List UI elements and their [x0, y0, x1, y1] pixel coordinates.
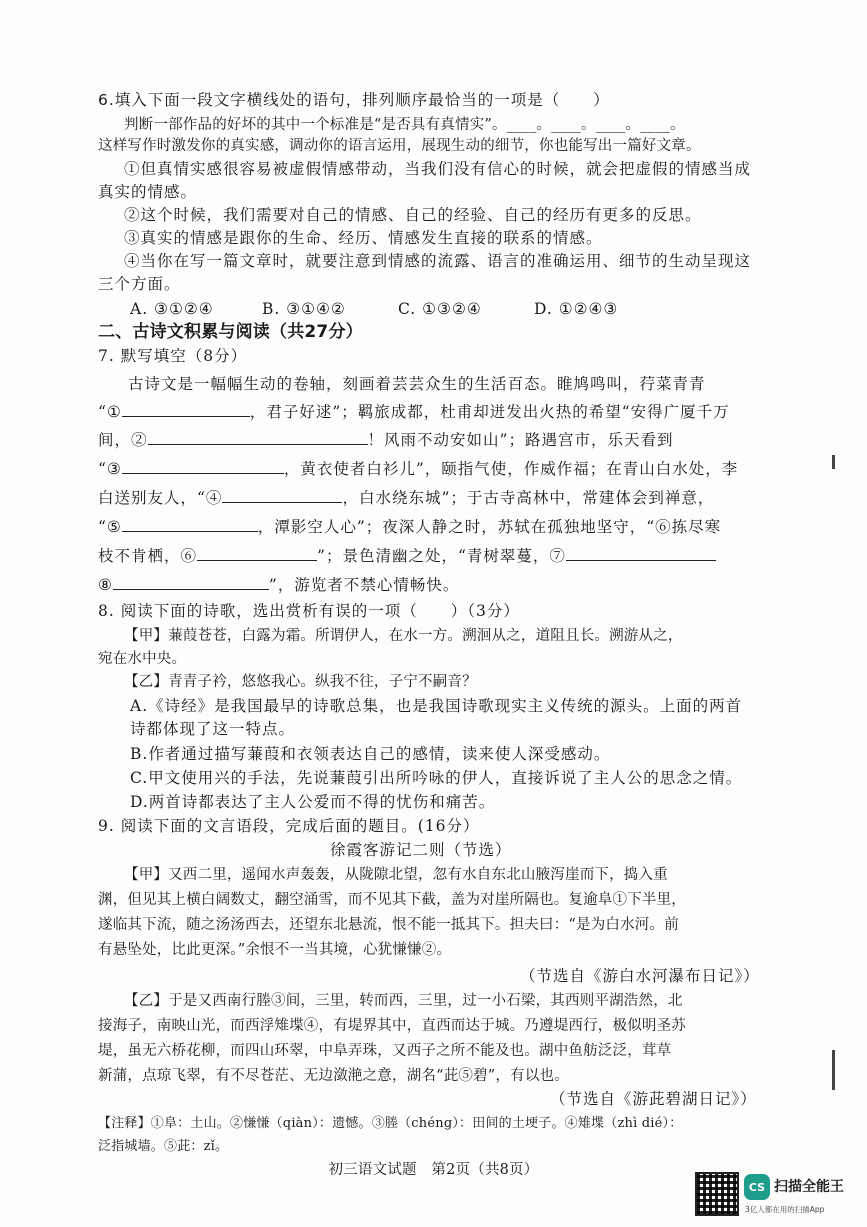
q8-stem: 8. 阅读下面的诗歌，选出赏析有误的一项（ ）（3分） — [98, 602, 520, 620]
q6-stem: 6.填入下面一段文字横线处的语句，排列顺序最恰当的一项是（ ） — [98, 91, 610, 109]
q9-jia-line3: 遂临其下流，随之汤汤西去，还望东北悬流，恨不能一抵其下。担夫曰：“是为白水河。前 — [98, 917, 679, 933]
fill-blank-5[interactable] — [122, 517, 258, 532]
fill-blank-3[interactable] — [122, 459, 284, 474]
q9-jia-line4: 有悬坠处，比此更深。”余恨不一当其境，心犹慊慊②。 — [98, 942, 452, 958]
q7-blank6-label: 枝不肯栖，⑥ — [98, 547, 198, 565]
q6-option-c: C. ①③②④ — [398, 300, 482, 318]
q6-paragraph-line1: 判断一部作品的好坏的其中一个标准是“是否具有真情实”。____。____。____。____。 — [124, 117, 685, 133]
q8-option-a: A.《诗经》是我国最早的诗歌总集，也是我国诗歌现实主义传统的源头。上面的两首 — [130, 697, 743, 715]
q7-blank4-label: 白送别友人，“④ — [98, 489, 223, 507]
q7-line4-text: ，黄衣使者白衫儿”，颐指气使，作威作福；在青山白水处，李 — [283, 460, 739, 478]
q9-title: 徐霞客游记二则（节选） — [330, 841, 512, 859]
q7-blank5-label: “⑤ — [98, 518, 122, 536]
q6-sentence-4: ④当你在写一篇文章时，就要注意到情感的流露、语言的准确运用、细节的生动呈现这 — [124, 252, 752, 270]
q8-option-b: B.作者通过描写蒹葭和衣领表达自己的感情，读来使人深受感动。 — [130, 745, 611, 763]
fill-blank-4[interactable] — [222, 488, 342, 503]
q6-sentence-4-cont: 三个方面。 — [98, 275, 181, 293]
fill-blank-8[interactable] — [113, 575, 269, 590]
q9-jia-line1: 【甲】又西二里，遥闻水声轰轰，从陇隙北望，忽有水自东北山腋泻崖而下，捣入重 — [124, 867, 668, 883]
q9-yi-line4: 新蒲，点琼飞翠，有不尽苍茫、无边潋滟之意，湖名“茈⑤碧”，有以也。 — [98, 1068, 569, 1084]
q7-line1: 古诗文是一幅幅生动的卷轴，刻画着芸芸众生的生活百态。睢鸠鸣叫，荇菜青青 — [128, 375, 706, 393]
q7-blank8-label: ⑧ — [98, 576, 113, 594]
q7-line2-text: ，君子好逑”；羁旅成都，杜甫却迸发出火热的希望“安得广厦千万 — [249, 403, 730, 421]
page-footer: 初三语文试题 第2页（共8页） — [328, 1162, 539, 1178]
q7-line4 — [98, 459, 738, 479]
q8-option-d: D.两首诗都表达了主人公爱而不得的忧伤和痛苦。 — [130, 793, 496, 811]
q7-line2 — [98, 402, 730, 422]
watermark-tagline: 3亿人都在用的扫描App — [745, 1205, 825, 1214]
q7-line5-text: ，白水绕东城”；于古寺高林中，常建体会到禅意， — [342, 489, 715, 507]
q7-blank2-label: 间，② — [98, 431, 148, 449]
q6-option-d: D. ①②④③ — [534, 300, 619, 318]
fill-blank-1[interactable] — [122, 402, 250, 417]
q6-sentence-1-cont: 真实的情感。 — [98, 183, 198, 201]
q8-option-c: C.甲文使用兴的手法，先说蒹葭引出所吟咏的伊人，直接诉说了主人公的思念之情。 — [130, 769, 743, 787]
q8-poem-jia-cont: 宛在水中央。 — [98, 651, 187, 667]
q7-line6-text: ，潭影空人心”；夜深人静之时，苏轼在孤独地坚守，“⑥拣尽寒 — [257, 518, 722, 536]
q9-jia-line2: 渊，但见其上横白阔数丈，翻空涌雪，而不见其下截，盖为对崖所隔也。复逾阜①下半里， — [98, 892, 686, 908]
q6-option-a: A. ③①②④ — [130, 300, 214, 318]
q7-line3-text: ！风雨不动安如山”；路遇宫市，乐天看到 — [367, 431, 674, 449]
q6-sentence-3: ③真实的情感是跟你的生命、经历、情感发生直接的联系的情感。 — [124, 229, 603, 247]
q8-poem-jia: 【甲】蒹葭苍苍，白露为霜。所谓伊人，在水一方。溯洄从之，道阻且长。溯游从之， — [124, 628, 683, 644]
q7-line6 — [98, 517, 721, 537]
q9-source-2: （节选自《游茈碧湖日记》） — [550, 1090, 757, 1108]
q7-line8-text: ”，游览者不禁心情畅快。 — [268, 576, 460, 594]
q7-blank1-label: “① — [98, 403, 122, 421]
q9-notes-line2: 泛指城墙。⑤茈：zǐ。 — [98, 1139, 229, 1154]
q7-line8 — [98, 575, 459, 595]
q6-sentence-2: ②这个时候，我们需要对自己的情感、自己的经验、自己的经历有更多的反思。 — [124, 206, 702, 224]
q8-option-a-cont: 诗都体现了这一特点。 — [130, 720, 296, 738]
scan-mark — [832, 1050, 835, 1090]
q7-line3 — [98, 430, 673, 450]
qr-code-icon — [695, 1172, 739, 1216]
q9-notes-line1: 【注释】①阜：土山。②慊慊（qiàn）：遗憾。③塍（chéng）：田间的土埂子。④雉堞（zhì dié）： — [98, 1116, 683, 1131]
q6-option-b: B. ③①④② — [262, 300, 346, 318]
camscanner-logo-icon: CS — [744, 1174, 770, 1200]
q9-source-1: （节选自《游白水河瀑布日记》） — [520, 967, 760, 985]
q6-sentence-1: ①但真情实感很容易被虚假情感带动，当我们没有信心的时候，就会把虚假的情感当成 — [124, 160, 752, 178]
section-heading: 二、古诗文积累与阅读（共27分） — [98, 322, 363, 342]
q9-yi-line3: 堤，虽无六桥花柳，而四山环翠，中阜弄珠，又西子之所不能及也。湖中鱼舫泛泛，茸草 — [98, 1043, 672, 1059]
fill-blank-2[interactable] — [148, 430, 368, 445]
fill-blank-6[interactable] — [197, 546, 317, 561]
q7-blank3-label: “③ — [98, 460, 122, 478]
q7-title: 7. 默写填空（8分） — [98, 347, 248, 365]
fill-blank-7[interactable] — [566, 546, 716, 561]
q9-yi-line1: 【乙】于是又西南行塍③间，三里，转而西，三里，过一小石梁，其西则平湖浩然，北 — [124, 993, 683, 1009]
scan-mark — [832, 455, 835, 469]
q9-stem: 9. 阅读下面的文言语段，完成后面的题目。(16分） — [98, 817, 480, 835]
q7-line7 — [98, 546, 716, 566]
q8-poem-yi: 【乙】青青子衿，悠悠我心。纵我不往，子宁不嗣音？ — [124, 674, 477, 690]
q6-paragraph-line2: 这样写作时激发你的真实感，调动你的语言运用，展现生动的细节，你也能写出一篇好文章。 — [98, 138, 701, 154]
q7-line7-text: ”；景色清幽之处，“青树翠蔓，⑦ — [317, 547, 566, 565]
q7-line5 — [98, 488, 714, 508]
watermark-brand: 扫描全能王 — [774, 1179, 844, 1195]
q9-yi-line2: 接海子，南映山光，而西浮雉堞④，有堤界其中，直西而达于城。乃遵堤西行，极似明圣苏 — [98, 1018, 686, 1034]
